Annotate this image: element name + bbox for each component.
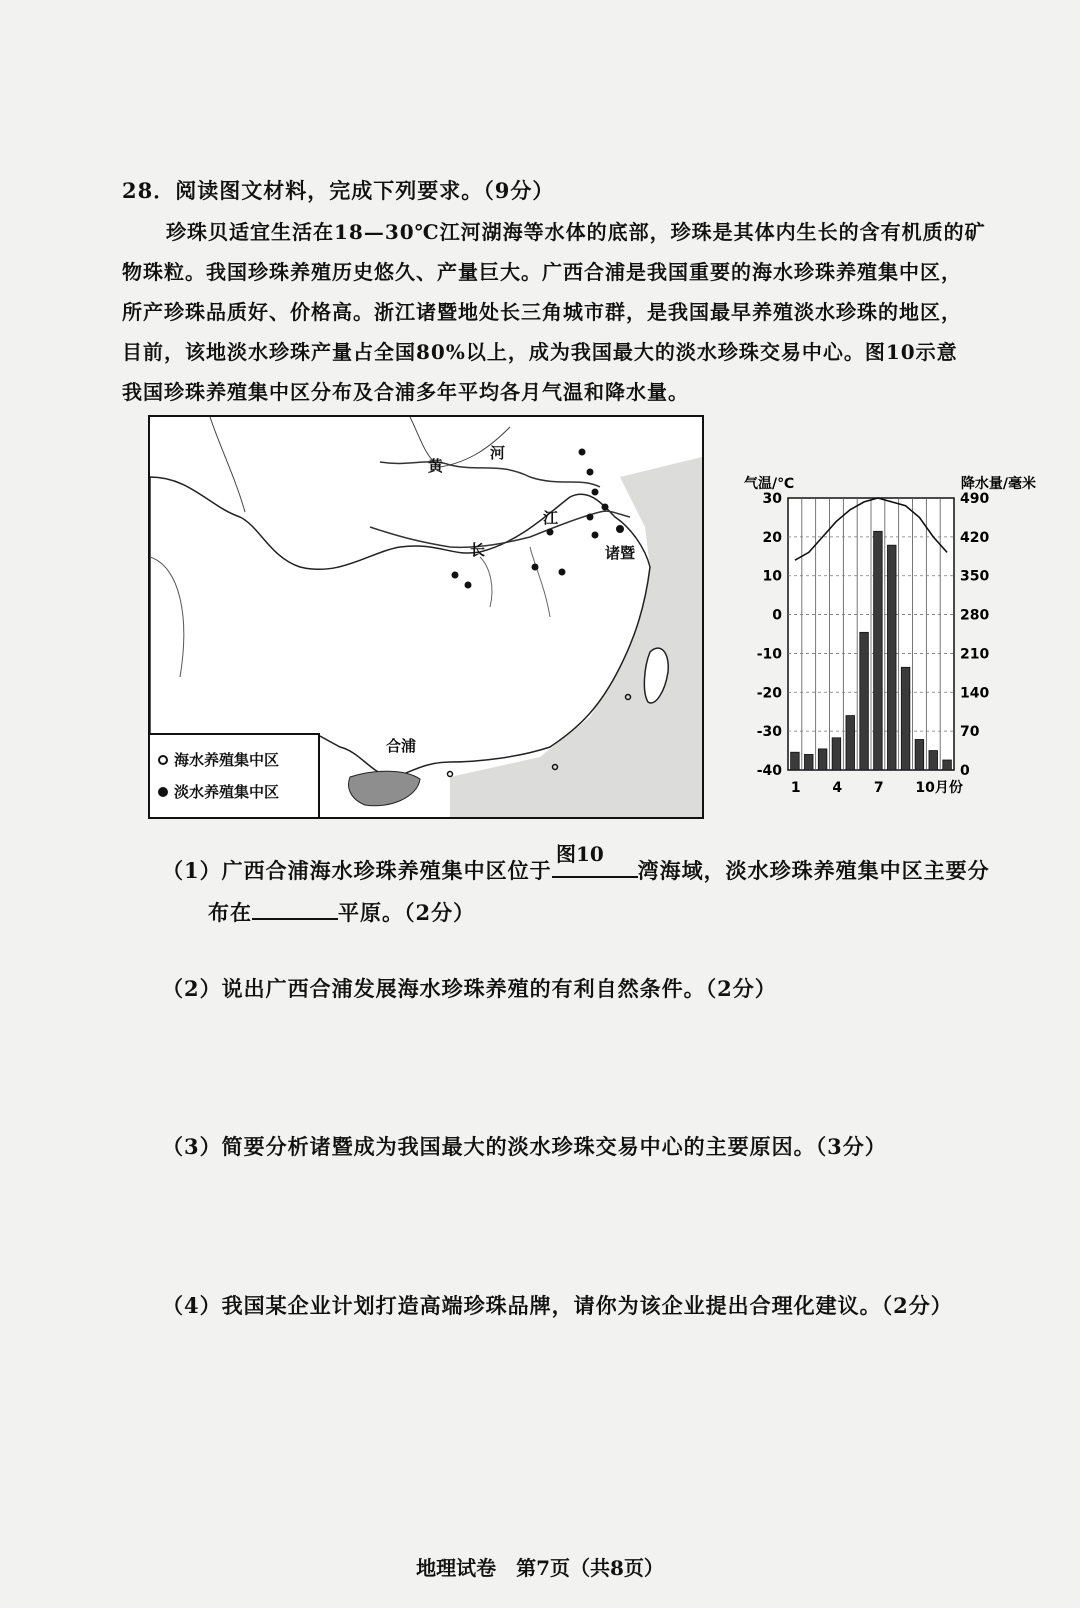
precipitation-bar [915, 739, 924, 770]
precipitation-tick-label: 350 [960, 568, 990, 585]
yangtze-label: 长 [470, 541, 486, 559]
material-text [122, 212, 1022, 412]
yellow-river-label: 河 [490, 444, 506, 462]
freshwater-farming-symbol [158, 787, 168, 797]
precipitation-bar [804, 754, 813, 770]
precipitation-bar [832, 738, 841, 770]
answer-blank-2[interactable] [252, 896, 338, 920]
sea-farming-symbol [158, 755, 168, 765]
precipitation-tick-label: 490 [960, 491, 990, 507]
precipitation-axis-label: 降水量/毫米 [960, 476, 1036, 492]
yangtze-label: 江 [543, 509, 559, 527]
zhuji-label: 诸暨 [605, 544, 636, 562]
figure-caption: 图10 [556, 842, 604, 866]
material-line: 珍珠贝适宜生活在18—30℃江河湖海等水体的底部，珍珠是其体内生长的含有机质的矿 [166, 220, 986, 244]
precipitation-bar [874, 531, 883, 770]
sub-question-2: （2）说出广西合浦发展海水珍珠养殖的有利自然条件。（2分） [162, 976, 777, 1001]
precipitation-bar [901, 667, 910, 770]
precipitation-bar [791, 752, 800, 770]
legend-fresh [158, 781, 279, 802]
precipitation-bar [860, 632, 869, 770]
temperature-tick-label: -40 [756, 763, 782, 779]
temperature-tick-label: 0 [772, 607, 782, 624]
question-title: 28．阅读图文材料，完成下列要求。（9分） [122, 178, 555, 203]
precipitation-tick-label: 140 [960, 685, 990, 702]
sub-question-1: （1）广西合浦海水珍珠养殖集中区位于 湾海域，淡水珍珠养殖集中区主要分 布在 平原。（2分） [162, 850, 1022, 934]
sub-question-3: （3）简要分析诸暨成为我国最大的淡水珍珠交易中心的主要原因。（3分） [162, 1134, 887, 1159]
sub-question-4: （4）我国某企业计划打造高端珍珠品牌，请你为该企业提出合理化建议。（2分） [162, 1293, 953, 1318]
legend-sea-label: 海水养殖集中区 [174, 751, 280, 769]
temperature-tick-label: 30 [762, 491, 782, 507]
legend-fresh-label: 淡水养殖集中区 [174, 783, 280, 801]
precipitation-bar [846, 716, 855, 770]
temperature-tick-label: 10 [762, 568, 782, 585]
temperature-tick-label: -10 [756, 646, 782, 663]
yellow-river-label: 黄 [428, 457, 444, 475]
temperature-tick-label: -30 [756, 724, 782, 741]
material-line: 物珠粒。我国珍珠养殖历史悠久、产量巨大。广西合浦是我国重要的海水珍珠养殖集中区， [122, 260, 962, 284]
climate-chart [740, 470, 1040, 830]
month-tick-label: 10月份 [915, 780, 963, 796]
precipitation-bar [943, 760, 952, 770]
precipitation-tick-label: 70 [960, 724, 980, 741]
month-tick-label: 4 [832, 780, 843, 796]
map-legend [150, 733, 320, 817]
month-tick-label: 7 [873, 780, 884, 796]
precipitation-tick-label: 210 [960, 646, 990, 663]
temperature-axis-label: 气温/℃ [744, 476, 795, 492]
hepu-label: 合浦 [386, 737, 417, 755]
precipitation-bar [887, 545, 896, 770]
precipitation-tick-label: 0 [960, 763, 970, 779]
legend-sea [158, 749, 279, 770]
precipitation-tick-label: 420 [960, 529, 990, 546]
precipitation-bar [818, 749, 827, 770]
precipitation-tick-label: 280 [960, 607, 990, 624]
material-line: 所产珍珠品质好、价格高。浙江诸暨地处长三角城市群，是我国最早养殖淡水珍珠的地区， [122, 300, 962, 324]
material-line: 我国珍珠养殖集中区分布及合浦多年平均各月气温和降水量。 [122, 380, 689, 404]
precipitation-bar [929, 751, 938, 770]
month-tick-label: 1 [790, 780, 801, 796]
climate-chart-svg [740, 470, 1040, 830]
material-line: 目前，该地淡水珍珠产量占全国80%以上，成为我国最大的淡水珍珠交易中心。图10示意 [122, 340, 958, 364]
page-footer: 地理试卷 第7页（共8页） [416, 1556, 664, 1580]
temperature-tick-label: 20 [762, 529, 782, 546]
temperature-tick-label: -20 [756, 685, 782, 702]
answer-blank-1[interactable] [552, 854, 638, 878]
china-map [148, 415, 704, 819]
